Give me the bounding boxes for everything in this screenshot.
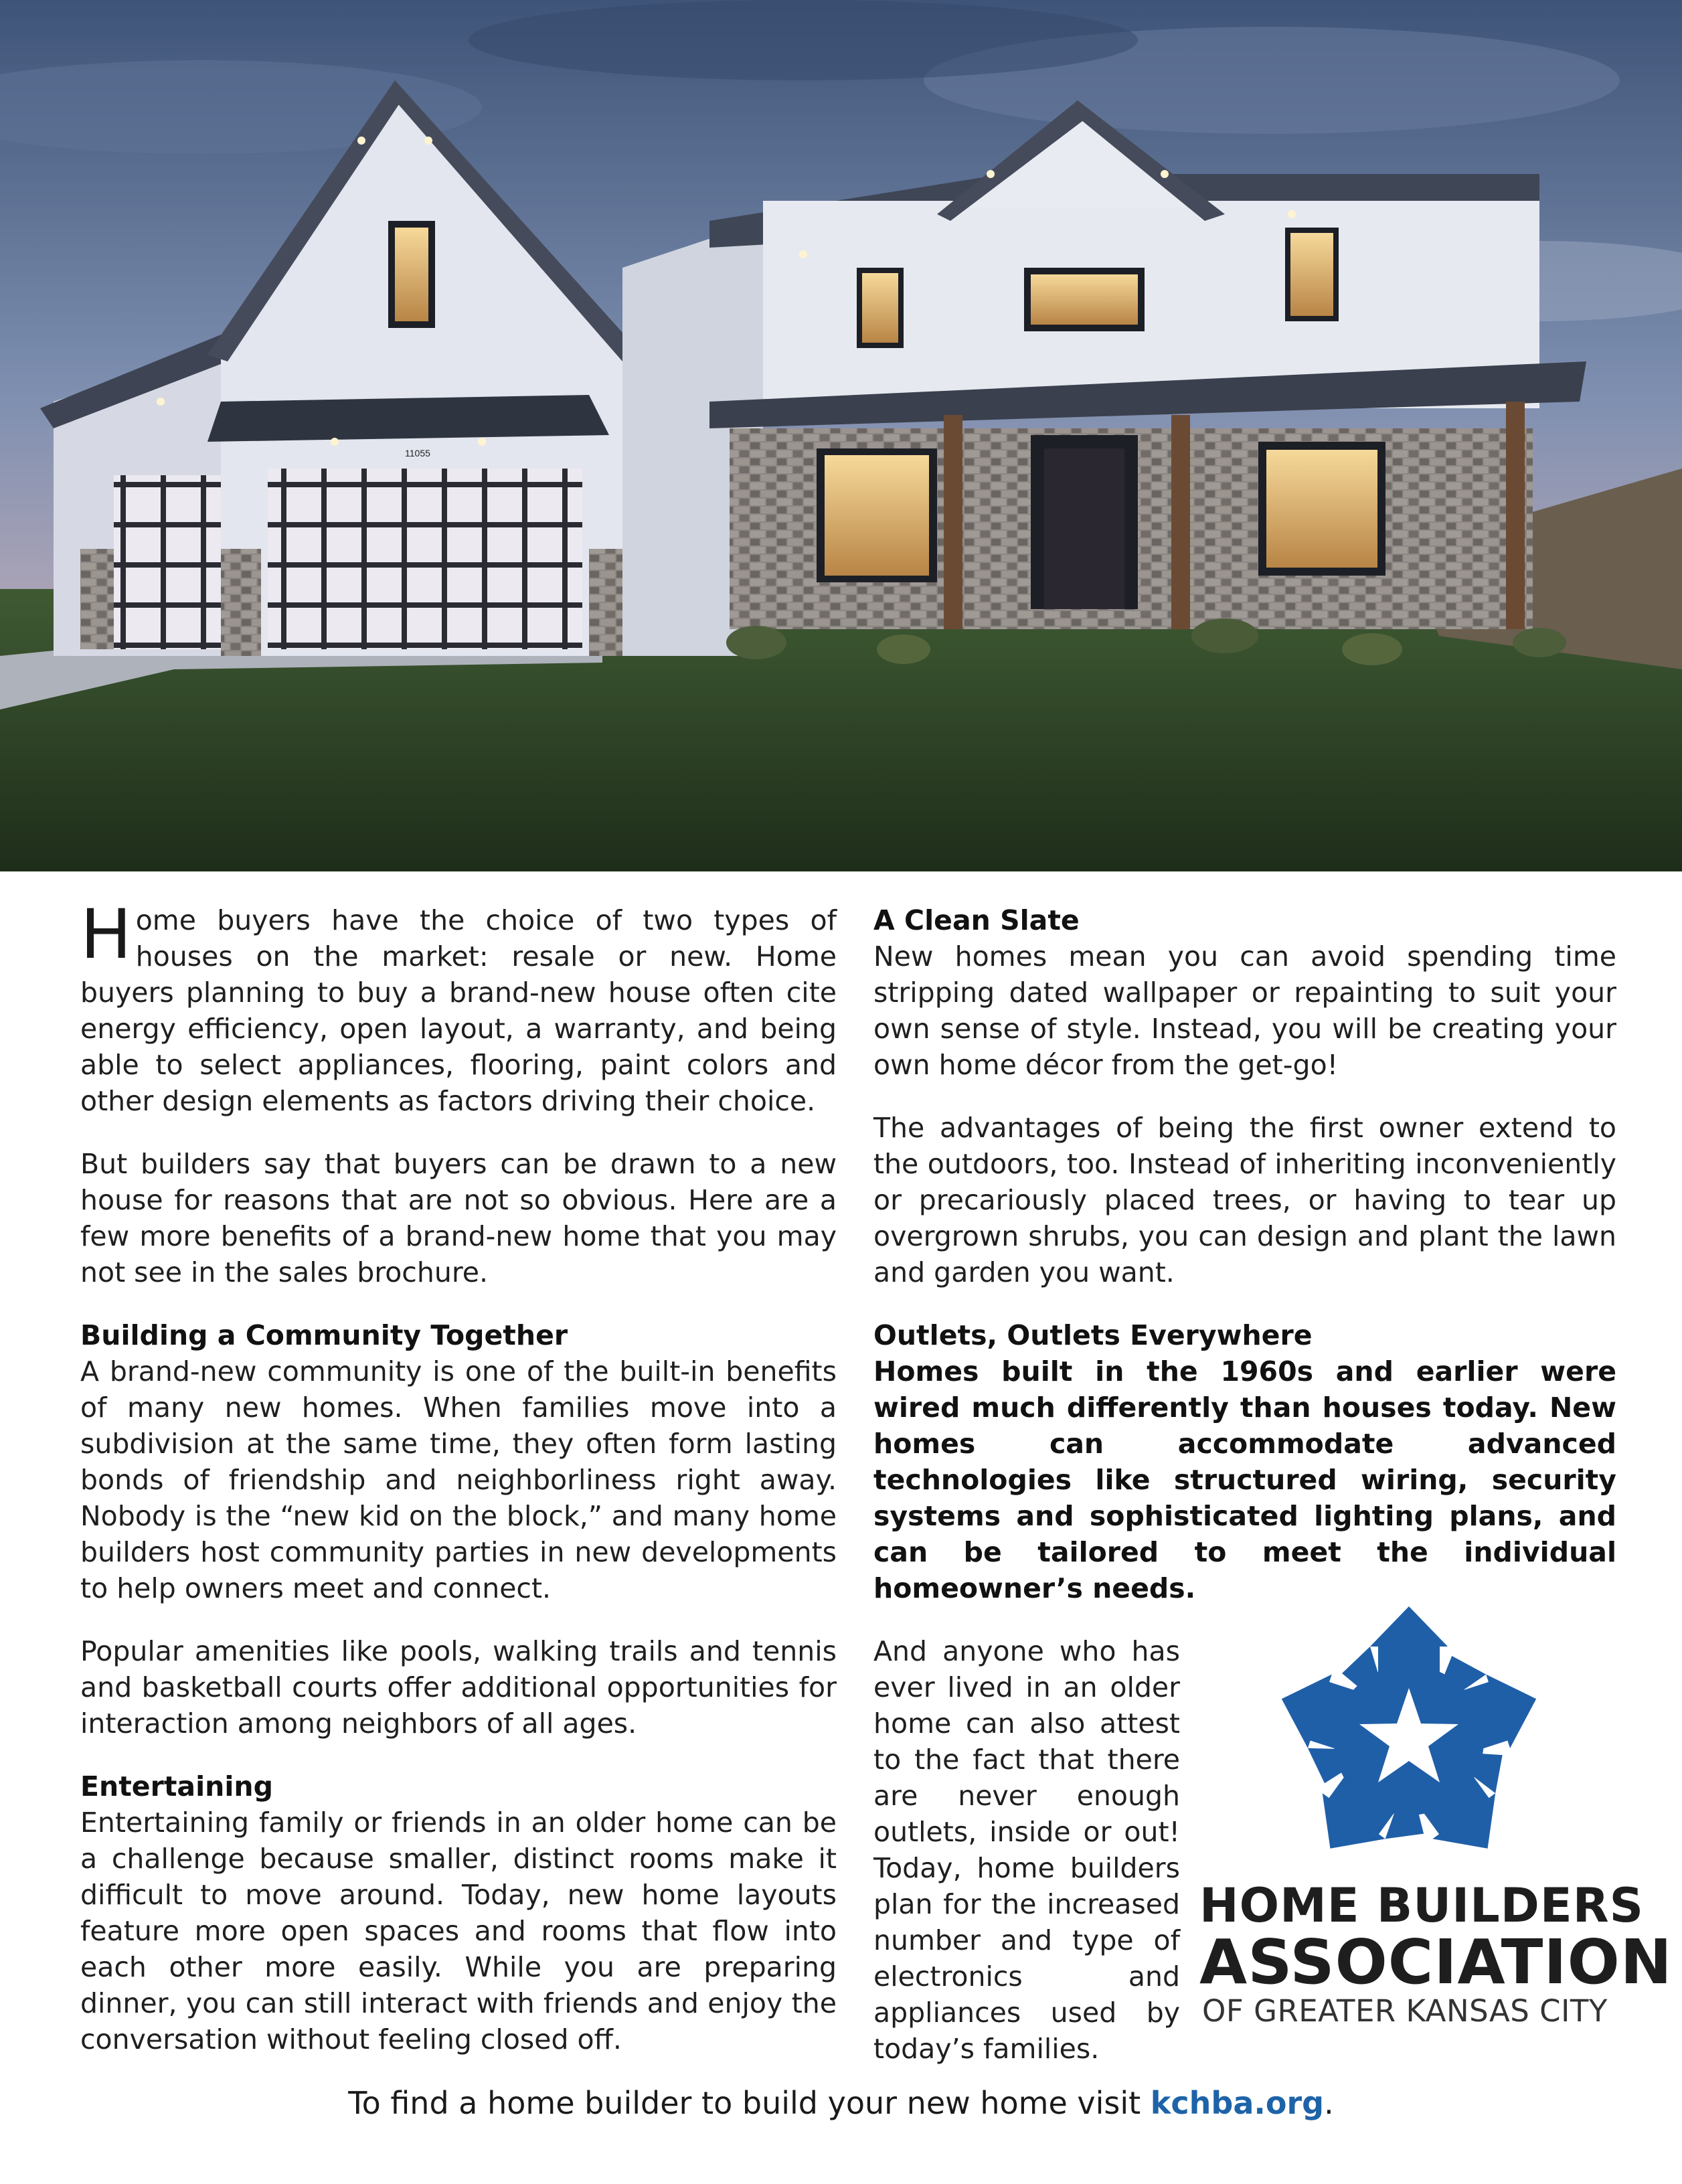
clean-slate-heading: A Clean Slate — [873, 904, 1080, 936]
outlets-paragraph-2: And anyone who has ever lived in an older home can also attest to the fact that there are never enough outlets, inside or out! Today, home builders plan for the increased number and type of electronics and appliances used by today’s families. — [873, 1635, 1180, 2065]
house-illustration — [0, 0, 1682, 871]
entertaining-paragraph: Entertaining family or friends in an older home can be a challenge because smaller, distinct rooms make it difficult to move around. Today, new home layouts feature more open spaces and rooms that flow into each other more easily. While you are preparing dinner, you can still interact with friends and enjoy the conversation without feeling closed off. — [80, 1807, 837, 2055]
clean-slate-paragraph-1: New homes mean you can avoid spending time stripping dated wallpaper or repainting to suit your own sense of style. Instead, you will be creating your own home décor from the get-go! — [873, 940, 1616, 1081]
community-paragraph-1: A brand-new community is one of the built-in benefits of many new homes. When families move into a subdivision at the same time, they often form lasting bonds of friendship and neighborliness right away. Nobody is the “new kid on the block,” and many home builders host community parties in new developments to help owners meet and connect. — [80, 1355, 837, 1604]
house-number: 11055 — [405, 448, 430, 458]
community-paragraph-2: Popular amenities like pools, walking trails and tennis and basketball courts offer additional opportunities for interaction among neighbors of all ages. — [80, 1635, 837, 1740]
footer-period: . — [1324, 2085, 1334, 2121]
drop-cap: H — [80, 895, 132, 975]
footer-text: To find a home builder to build your new home visit — [348, 2085, 1151, 2121]
org-name-line-1: HOME BUILDERS — [1199, 1878, 1645, 1933]
community-heading: Building a Community Together — [80, 1319, 568, 1351]
org-name-line-2: ASSOCIATION — [1199, 1926, 1673, 1998]
hero-photo — [0, 0, 1682, 871]
intro-text-1: ome buyers have the choice of two types of houses on the market: resale or new. Home buyers planning to buy a brand-new house often cite energy efficiency, open layout, a warranty, and being able to select appliances, flooring, paint colors and other design elements as factors driving their choice. — [80, 904, 837, 1117]
outlets-heading: Outlets, Outlets Everywhere — [873, 1319, 1313, 1351]
entertaining-heading: Entertaining — [80, 1770, 273, 1802]
star-of-houses-icon — [1268, 1600, 1549, 1874]
left-column — [80, 895, 837, 2084]
intro-paragraph-1 — [80, 895, 837, 1119]
org-name-line-3: OF GREATER KANSAS CITY — [1202, 1993, 1608, 2029]
outlets-paragraph-1: Homes built in the 1960s and earlier were wired much differently than houses today. New homes can accommodate advanced technologies like structured wiring, security systems and sophisticated lighting plans, and can be tailored to meet the individual homeowner’s needs. — [873, 1355, 1616, 1604]
footer-cta — [0, 2083, 1682, 2123]
clean-slate-paragraph-2: The advantages of being the first owner extend to the outdoors, too. Instead of inheriting inconveniently or precariously placed trees, or having to tear up overgrown shrubs, you can design and plant the lawn and garden you want. — [873, 1112, 1616, 1288]
intro-paragraph-2: But builders say that buyers can be drawn to a new house for reasons that are not so obvious. Here are a few more benefits of a brand-new home that you may not see in the sales brochure. — [80, 1148, 837, 1288]
website-link[interactable]: kchba.org — [1150, 2085, 1325, 2121]
